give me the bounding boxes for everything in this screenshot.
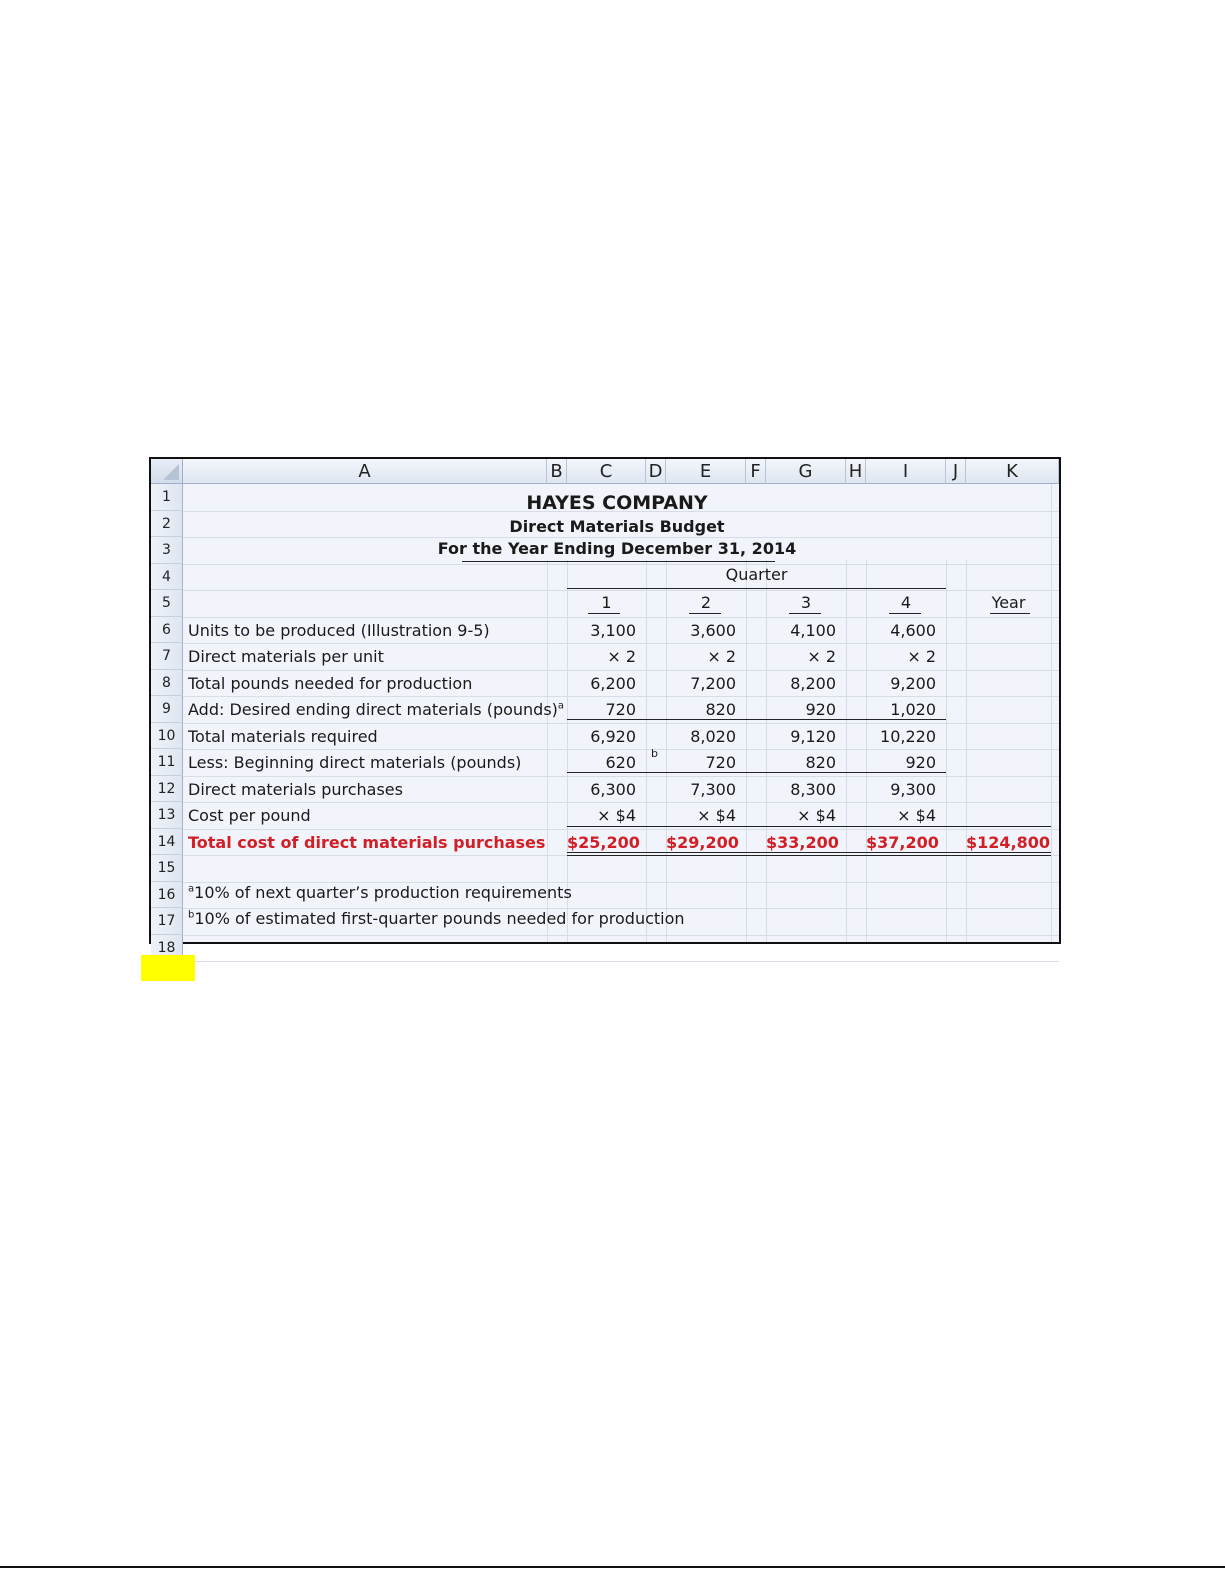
value-cell: 720 [705,753,736,772]
row-header-2[interactable]: 2 [151,511,183,538]
row-header-15[interactable]: 15 [151,855,183,882]
highlight-mark [141,955,195,981]
row-header-10[interactable]: 10 [151,723,183,750]
row-header-14[interactable]: 14 [151,829,183,856]
value-cell: 4,100 [790,620,836,640]
row-header-8[interactable]: 8 [151,670,183,697]
value-cell: $33,200 [766,832,839,852]
value-cell: 3,600 [690,620,736,640]
value-cell: 6,200 [590,673,636,693]
footnote-b: $^b$10% of estimated first-quarter pounds needed for production [188,909,685,928]
value-cell: 3,100 [590,620,636,640]
col-header-e[interactable]: E [666,459,746,484]
value-cell: $37,200 [866,832,939,852]
row-header-11[interactable]: 11 [151,749,183,776]
value-cell: 820 [705,700,736,719]
col-header-h[interactable]: H [846,459,866,484]
value-cell: 7,300 [690,779,736,799]
value-cell: 6,300 [590,779,636,799]
col-header-k[interactable]: K [966,459,1059,484]
value-cell: × $4 [697,806,736,825]
value-cell: × $4 [797,806,836,825]
col-header-d[interactable]: D [646,459,666,484]
row-header-4[interactable]: 4 [151,564,183,591]
col-header-f[interactable]: F [746,459,766,484]
row-label: Cost per pound [188,806,311,825]
row-label: Less: Beginning direct materials (pounds) [188,753,522,772]
year-heading: Year [991,593,1026,612]
row-header-6[interactable]: 6 [151,617,183,644]
row-label: Add: Desired ending direct materials (pounds)$^a$ [188,700,565,719]
value-cell: 8,020 [690,726,736,746]
value-cell: 8,200 [790,673,836,693]
value-cell: 7,200 [690,673,736,693]
value-cell: 720 [605,700,636,719]
col-header-i[interactable]: I [866,459,946,484]
quarter-3-heading: 3 [800,593,812,612]
budget-period: For the Year Ending December 31, 2014 [437,539,797,558]
row-header-7[interactable]: 7 [151,643,183,670]
row-header-3[interactable]: 3 [151,537,183,564]
row-header-17[interactable]: 17 [151,908,183,935]
value-cell: 4,600 [890,620,936,640]
row-header-13[interactable]: 13 [151,802,183,829]
footnote-marker: b [651,747,658,760]
value-cell: 10,220 [880,726,936,746]
spreadsheet [149,457,1061,956]
value-cell: $29,200 [666,832,739,852]
value-cell: 620 [605,753,636,772]
footnote-a: $^a$10% of next quarter’s production requirements [188,883,572,902]
col-header-b[interactable]: B [547,459,567,484]
row-label: Total cost of direct materials purchases [188,832,546,852]
row-header-5[interactable]: 5 [151,590,183,617]
row-label: Units to be produced (Illustration 9-5) [188,620,490,640]
row-header-1[interactable]: 1 [151,484,183,511]
value-cell: × 2 [707,647,736,666]
row-label: Direct materials per unit [188,647,384,666]
row-label: Total pounds needed for production [188,673,473,693]
value-cell: 8,300 [790,779,836,799]
quarter-1-heading: 1 [601,593,612,612]
value-cell: 9,300 [890,779,936,799]
value-cell: 820 [805,753,836,772]
row-header-9[interactable]: 9 [151,696,183,723]
col-header-g[interactable]: G [766,459,846,484]
value-cell: × $4 [597,806,636,825]
value-cell: 9,120 [790,726,836,746]
budget-title: Direct Materials Budget [509,517,725,536]
col-header-a[interactable]: A [183,459,547,484]
value-cell: 6,920 [590,726,636,746]
row-header-12[interactable]: 12 [151,776,183,803]
page-bottom-rule [0,1566,1225,1568]
value-cell: $25,200 [567,832,640,852]
row-header-18[interactable]: 18 [151,935,183,962]
year-total-cell: $124,800 [966,832,1051,852]
value-cell: 9,200 [890,673,936,693]
quarter-4-heading: 4 [900,593,912,612]
col-header-j[interactable]: J [946,459,966,484]
value-cell: × 2 [807,647,836,666]
row-label: Direct materials purchases [188,779,403,799]
quarter-heading: Quarter [725,565,788,584]
value-cell: × $4 [897,806,936,825]
value-cell: × 2 [907,647,936,666]
col-header-c[interactable]: C [567,459,646,484]
value-cell: 920 [805,700,836,719]
row-label: Total materials required [188,726,378,746]
row-header-16[interactable]: 16 [151,882,183,909]
quarter-2-heading: 2 [700,593,712,612]
value-cell: 920 [905,753,936,772]
select-all-corner[interactable] [151,459,183,484]
company-name: HAYES COMPANY [526,492,708,514]
value-cell: 1,020 [890,700,936,719]
value-cell: × 2 [607,647,636,666]
